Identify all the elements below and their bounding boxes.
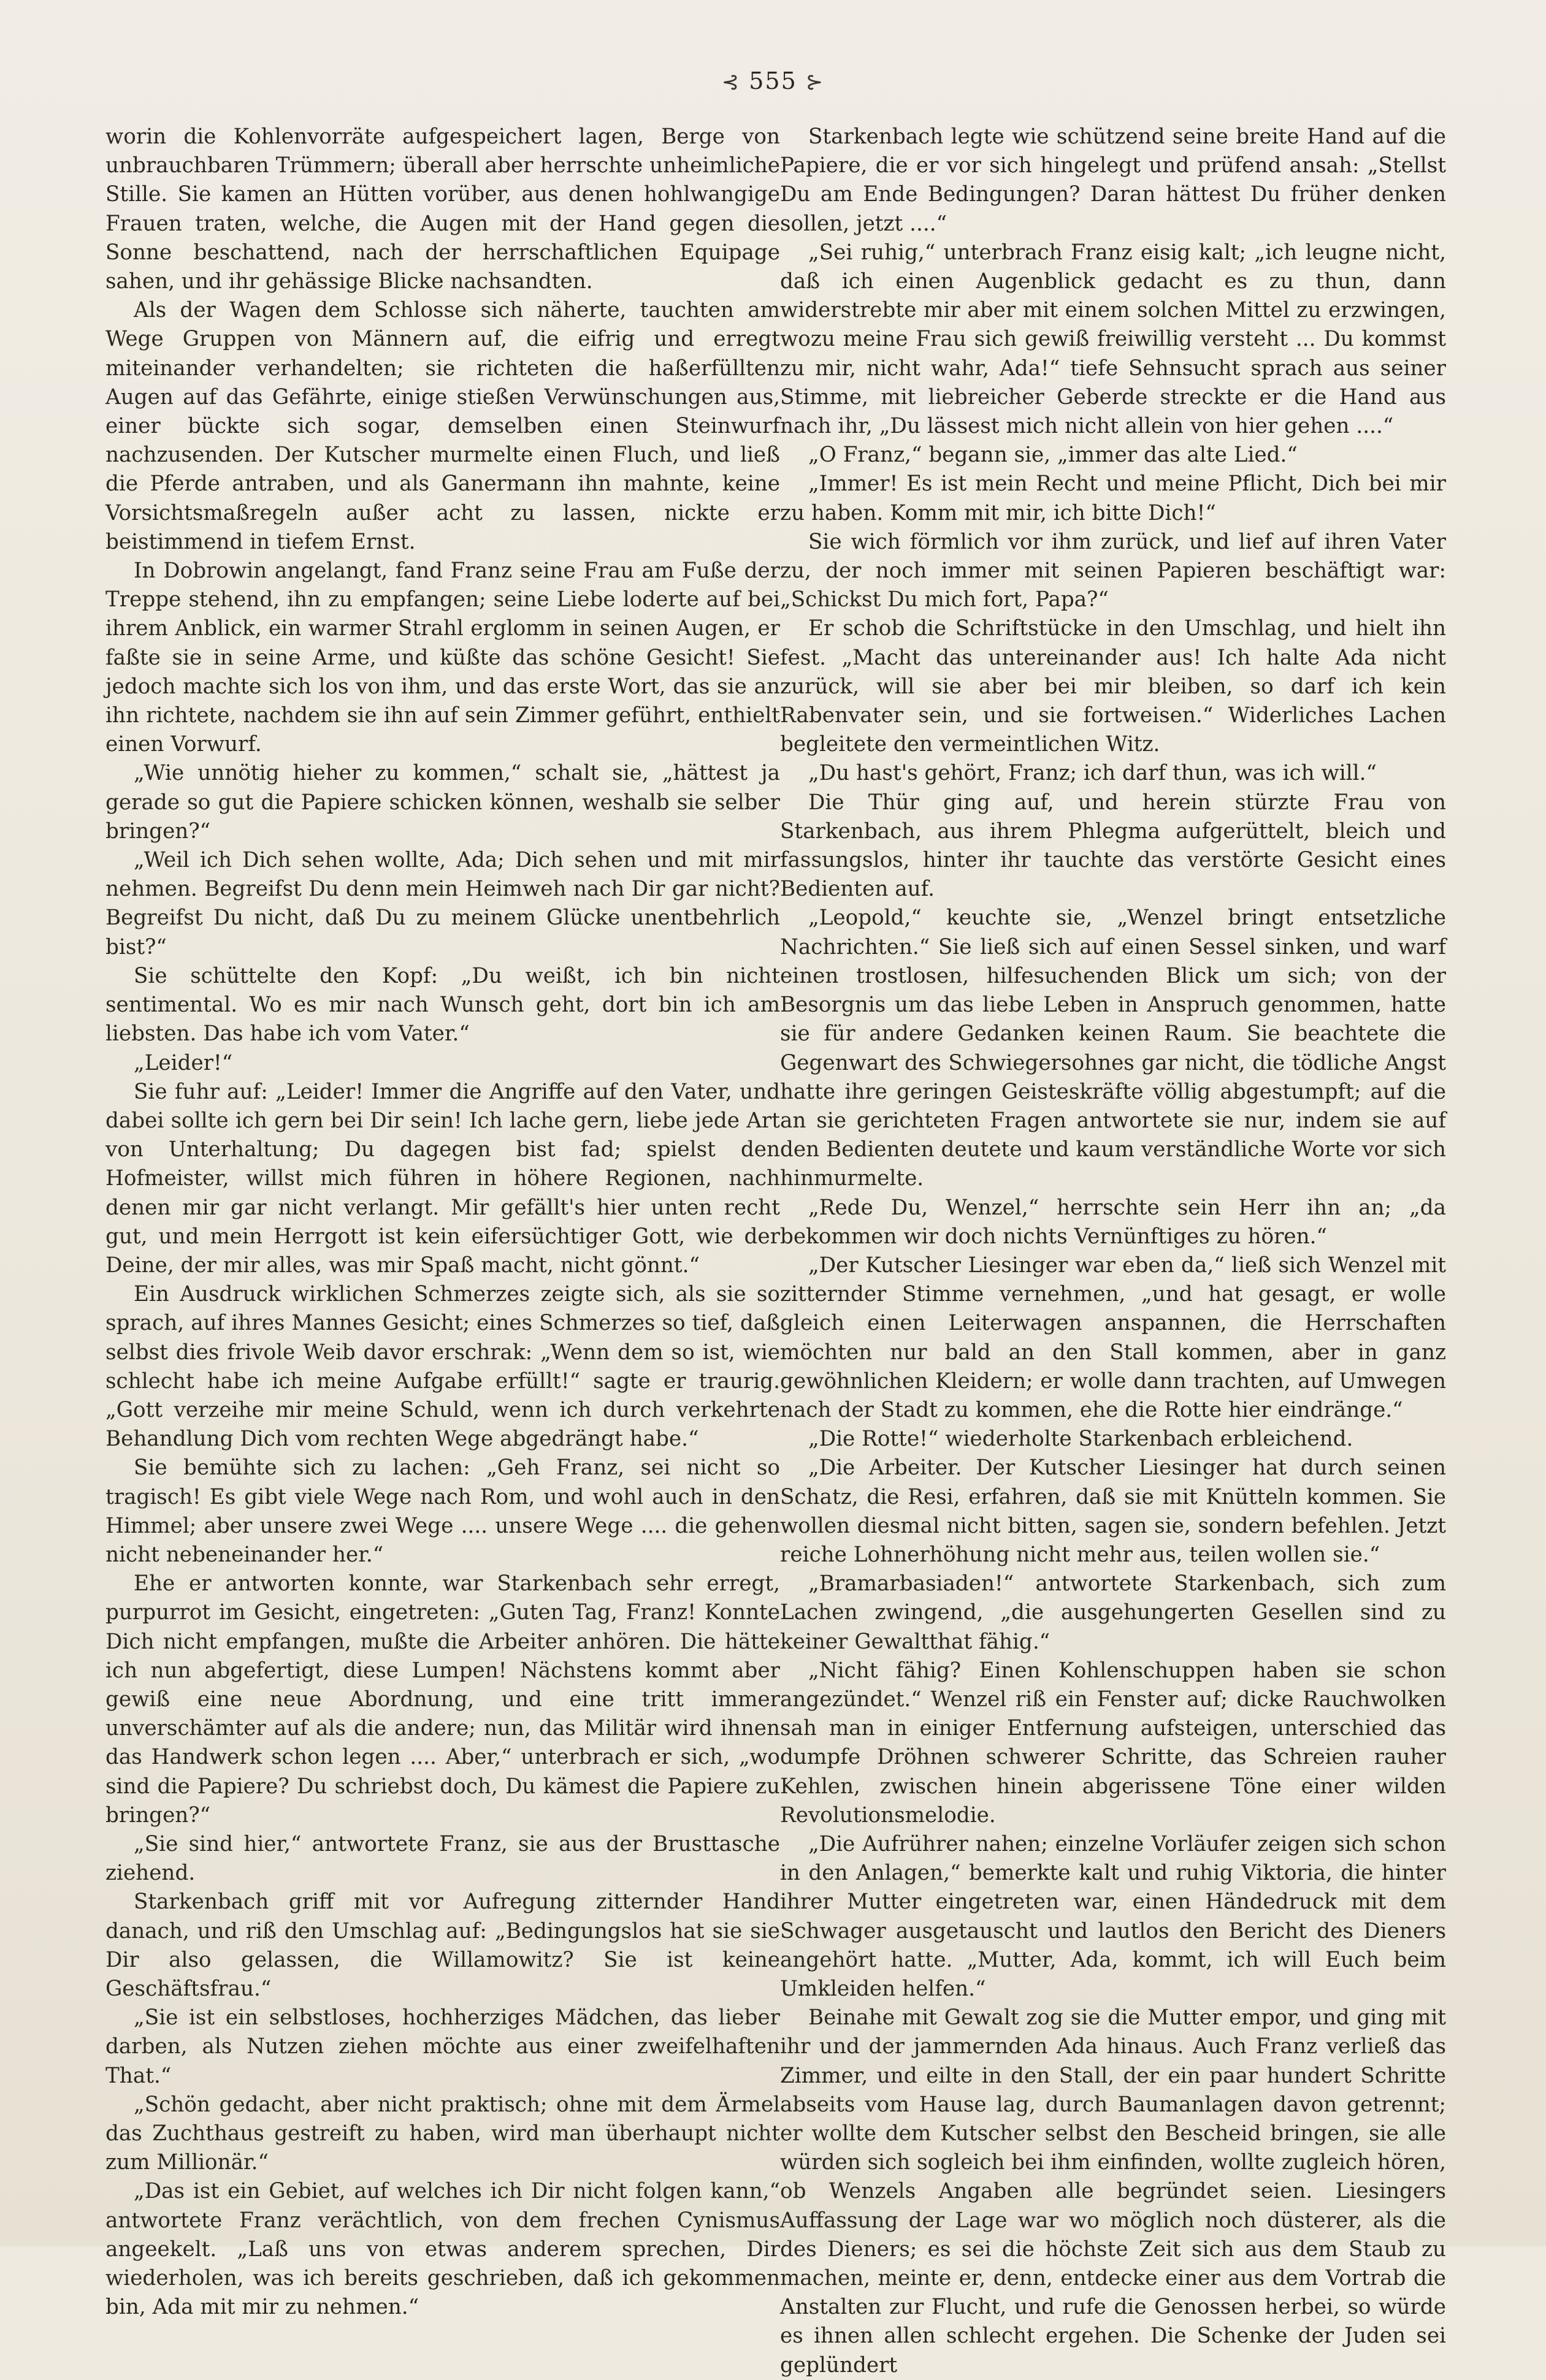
paragraph: Als der Wagen dem Schlosse sich näherte, tauchten am Wege Gruppen von Männern auf, die eifrig und erregt miteinander verhandelten; sie richteten die haßerfüllten Augen auf das Gefährte, einige stießen Verwünschungen aus, einer bückte sich sogar, demselben einen Steinwurf nachzusenden. Der Kutscher murmelte einen Fluch, und ließ die Pferde antraben, und als Ganermann ihn mahnte, keine Vorsichtsmaßregeln außer acht zu lassen, nickte er beistimmend in tiefem Ernst. xyxy=(105,298,780,554)
paragraph: „Nicht fähig? Einen Kohlenschuppen haben sie schon angezündet.“ Wenzel riß ein Fenster auf; dicke Rauchwolken sah man in einiger Entfernung aufsteigen, unterschied das dumpfe Dröhnen schwerer Schritte, das Schreien rauher Kehlen, zwischen hinein abgerissene Töne einer wilden Revolutionsmelodie. xyxy=(780,1658,1446,1828)
paragraph: „Sie sind hier,“ antwortete Franz, sie aus der Brusttasche ziehend. xyxy=(105,1831,780,1886)
paragraph: In Dobrowin angelangt, fand Franz seine Frau am Fuße der Treppe stehend, ihn zu empfangen; seine Liebe loderte auf bei ihrem Anblick, ein warmer Strahl erglomm in seinen Augen, er faßte sie in seine Arme, und küßte das schöne Gesicht! Sie jedoch machte sich los von ihm, und das erste Wort, das sie an ihn richtete, nachdem sie ihn auf sein Zimmer geführt, enthielt einen Vorwurf. xyxy=(105,559,780,757)
paragraph: Er schob die Schriftstücke in den Umschlag, und hielt ihn fest. „Macht das untereinander aus! Ich halte Ada nicht zurück, will sie aber bei mir bleiben, so darf ich kein Rabenvater sein, und sie fortweisen.“ Widerliches Lachen begleitete den vermeintlichen Witz. xyxy=(780,616,1446,757)
left-column xyxy=(105,123,780,2322)
paragraph: Sie schüttelte den Kopf: „Du weißt, ich bin nicht sentimental. Wo es mir nach Wunsch geht, dort bin ich am liebsten. Das habe ich vom Vater.“ xyxy=(105,963,780,1047)
paragraph: „Die Rotte!“ wiederholte Starkenbach erbleichend. xyxy=(808,1427,1353,1452)
paragraph: Sie bemühte sich zu lachen: „Geh Franz, sei nicht so tragisch! Es gibt viele Wege nach Rom, und wohl auch in den Himmel; aber unsere zwei Wege .... unsere Wege .... die gehen nicht nebeneinander her.“ xyxy=(105,1455,780,1567)
paragraph: worin die Kohlenvorräte aufgespeichert lagen, Berge von unbrauchbaren Trümmern; überall aber herrschte unheimliche Stille. Sie kamen an Hütten vorüber, aus denen hohlwangige Frauen traten, welche, die Augen mit der Hand gegen die Sonne beschattend, nach der herrschaftlichen Equipage sahen, und ihr gehässige Blicke nachsandten. xyxy=(105,124,780,294)
paragraph: „Sei ruhig,“ unterbrach Franz eisig kalt; „ich leugne nicht, daß ich einen Augenblick gedacht es zu thun, dann widerstrebte mir aber mit einem solchen Mittel zu erzwingen, wozu meine Frau sich gewiß freiwillig versteht ... Du kommst zu mir, nicht wahr, Ada!“ tiefe Sehnsucht sprach aus seiner Stimme, mit liebreicher Geberde streckte er die Hand aus nach ihr, „Du lässest mich nicht allein von hier gehen ....“ xyxy=(780,240,1446,439)
paragraph: Starkenbach griff mit vor Aufregung zitternder Hand danach, und riß den Umschlag auf: „Bedingungslos hat sie sie Dir also gelassen, die Willamowitz? Sie ist keine Geschäftsfrau.“ xyxy=(105,1890,780,2001)
paragraph: „Schön gedacht, aber nicht praktisch; ohne mit dem Ärmel das Zuchthaus gestreift zu haben, wird man überhaupt nicht zum Millionär.“ xyxy=(105,2092,780,2175)
paragraph: „Leider!“ xyxy=(134,1050,233,1075)
paragraph: Sie fuhr auf: „Leider! Immer die Angriffe auf den Vater, und dabei sollte ich gern bei Dir sein! Ich lache gern, liebe jede Art von Unterhaltung; Du dagegen bist fad; spielst den Hofmeister, willst mich führen in höhere Regionen, nach denen mir gar nicht verlangt. Mir gefällt's hier unten recht gut, und mein Herrgott ist kein eifersüchtiger Gott, wie der Deine, der mir alles, was mir Spaß macht, nicht gönnt.“ xyxy=(105,1079,780,1278)
paragraph: „Die Aufrührer nahen; einzelne Vorläufer zeigen sich schon in den Anlagen,“ bemerkte kalt und ruhig Viktoria, die hinter ihrer Mutter eingetreten war, einen Händedruck mit dem Schwager ausgetauscht und lautlos den Bericht des Dieners angehört hatte. „Mutter, Ada, kommt, ich will Euch beim Umkleiden helfen.“ xyxy=(780,1831,1446,2001)
paragraph: „Wie unnötig hieher zu kommen,“ schalt sie, „hättest ja gerade so gut die Papiere schicken können, weshalb sie selber bringen?“ xyxy=(105,761,780,844)
ornament-right-icon: ⊱ xyxy=(805,70,825,94)
paragraph: „Sie ist ein selbstloses, hochherziges Mädchen, das lieber darben, als Nutzen ziehen möchte aus einer zweifelhaften That.“ xyxy=(105,2005,780,2088)
paragraph: „Immer! Es ist mein Recht und meine Pflicht, Dich bei mir zu haben. Komm mit mir, ich bitte Dich!“ xyxy=(780,471,1446,525)
paragraph: „Die Arbeiter. Der Kutscher Liesinger hat durch seinen Schatz, die Resi, erfahren, daß sie mit Knütteln kommen. Sie wollen diesmal nicht bitten, sagen sie, sondern befehlen. Jetzt reiche Lohnerhöhung nicht mehr aus, teilen wollen sie.“ xyxy=(780,1455,1446,1567)
paragraph: Beinahe mit Gewalt zog sie die Mutter empor, und ging mit ihr und der jammernden Ada hinaus. Auch Franz verließ das Zimmer, und eilte in den Stall, der ein paar hundert Schritte abseits vom Hause lag, durch Baumanlagen davon getrennt; er wollte dem Kutscher selbst den Bescheid bringen, sie alle würden sich sogleich bei ihm einfinden, wollte zugleich hören, ob Wenzels Angaben alle begründet seien. Liesingers Auffassung der Lage war wo möglich noch düsterer, als die des Dieners; es sei die höchste Zeit sich aus dem Staub zu machen, meinte er, denn, entdecke einer aus dem Vortrab die Anstalten zur Flucht, und rufe die Genossen herbei, so würde es ihnen allen schlecht ergehen. Die Schenke der Juden sei geplündert xyxy=(780,2005,1446,2378)
paragraph: „O Franz,“ begann sie, „immer das alte Lied.“ xyxy=(808,443,1298,468)
paragraph: Ehe er antworten konnte, war Starkenbach sehr erregt, purpurrot im Gesicht, eingetreten: „Guten Tag, Franz! Konnte Dich nicht empfangen, mußte die Arbeiter anhören. Die hätte ich nun abgefertigt, diese Lumpen! Nächstens kommt aber gewiß eine neue Abordnung, und eine tritt immer unverschämter auf als die andere; nun, das Militär wird ihnen das Handwerk schon legen .... Aber,“ unterbrach er sich, „wo sind die Papiere? Du schriebst doch, Du kämest die Papiere zu bringen?“ xyxy=(105,1571,780,1828)
paragraph: „Der Kutscher Liesinger war eben da,“ ließ sich Wenzel mit zitternder Stimme vernehmen, „und hat gesagt, er wolle gleich einen Leiterwagen anspannen, die Herrschaften möchten nur bald an den Stall kommen, aber in ganz gewöhnlichen Kleidern; er wolle dann trachten, auf Umwegen nach der Stadt zu kommen, ehe die Rotte hier eindränge.“ xyxy=(780,1253,1446,1422)
right-column xyxy=(780,123,1446,2380)
page-number: 555 xyxy=(749,67,797,94)
paragraph: Die Thür ging auf, und herein stürzte Frau von Starkenbach, aus ihrem Phlegma aufgerüttelt, bleich und fassungslos, hinter ihr tauchte das verstörte Gesicht eines Bedienten auf. xyxy=(780,790,1446,902)
paragraph: „Das ist ein Gebiet, auf welches ich Dir nicht folgen kann,“ antwortete Franz verächtlich, von dem frechen Cynismus angeekelt. „Laß uns von etwas anderem sprechen, Dir wiederholen, was ich bereits geschrieben, daß ich gekommen bin, Ada mit mir zu nehmen.“ xyxy=(105,2179,780,2320)
paragraph: Ein Ausdruck wirklichen Schmerzes zeigte sich, als sie so sprach, auf ihres Mannes Gesicht; eines Schmerzes so tief, daß selbst dies frivole Weib davor erschrak: „Wenn dem so ist, wie schlecht habe ich meine Aufgabe erfüllt!“ sagte er traurig. „Gott verzeihe mir meine Schuld, wenn ich durch verkehrte Behandlung Dich vom rechten Wege abgedrängt habe.“ xyxy=(105,1282,780,1452)
paragraph: Starkenbach legte wie schützend seine breite Hand auf die Papiere, die er vor sich hingelegt und prüfend ansah: „Stellst Du am Ende Bedingungen? Daran hättest Du früher denken sollen, jetzt ....“ xyxy=(780,124,1446,236)
paragraph: „Leopold,“ keuchte sie, „Wenzel bringt entsetzliche Nachrichten.“ Sie ließ sich auf einen Sessel sinken, und warf einen trostlosen, hilfesuchenden Blick um sich; von der Besorgnis um das liebe Leben in Anspruch genommen, hatte sie für andere Gedanken keinen Raum. Sie beachtete die Gegenwart des Schwiegersohnes gar nicht, die tödliche Angst hatte ihre geringen Geisteskräfte völlig abgestumpft; auf die an sie gerichteten Fragen antwortete sie nur, indem sie auf den Bedienten deutete und kaum verständliche Worte vor sich hinmurmelte. xyxy=(780,906,1446,1191)
paragraph: „Rede Du, Wenzel,“ herrschte sein Herr ihn an; „da bekommen wir doch nichts Vernünftiges zu hören.“ xyxy=(780,1195,1446,1249)
ornament-left-icon: ⊰ xyxy=(721,70,741,94)
paragraph: Sie wich förmlich vor ihm zurück, und lief auf ihren Vater zu, der noch immer mit seinen Papieren beschäftigt war: „Schickst Du mich fort, Papa?“ xyxy=(780,529,1446,612)
page-header xyxy=(0,67,1546,94)
paragraph: „Bramarbasiaden!“ antwortete Starkenbach, sich zum Lachen zwingend, „die ausgehungerten Gesellen sind zu keiner Gewaltthat fähig.“ xyxy=(780,1571,1446,1654)
paragraph: „Weil ich Dich sehen wollte, Ada; Dich sehen und mit mir nehmen. Begreifst Du denn mein Heimweh nach Dir gar nicht? Begreifst Du nicht, daß Du zu meinem Glücke unentbehrlich bist?“ xyxy=(105,848,780,959)
paragraph: „Du hast's gehört, Franz; ich darf thun, was ich will.“ xyxy=(808,761,1377,786)
